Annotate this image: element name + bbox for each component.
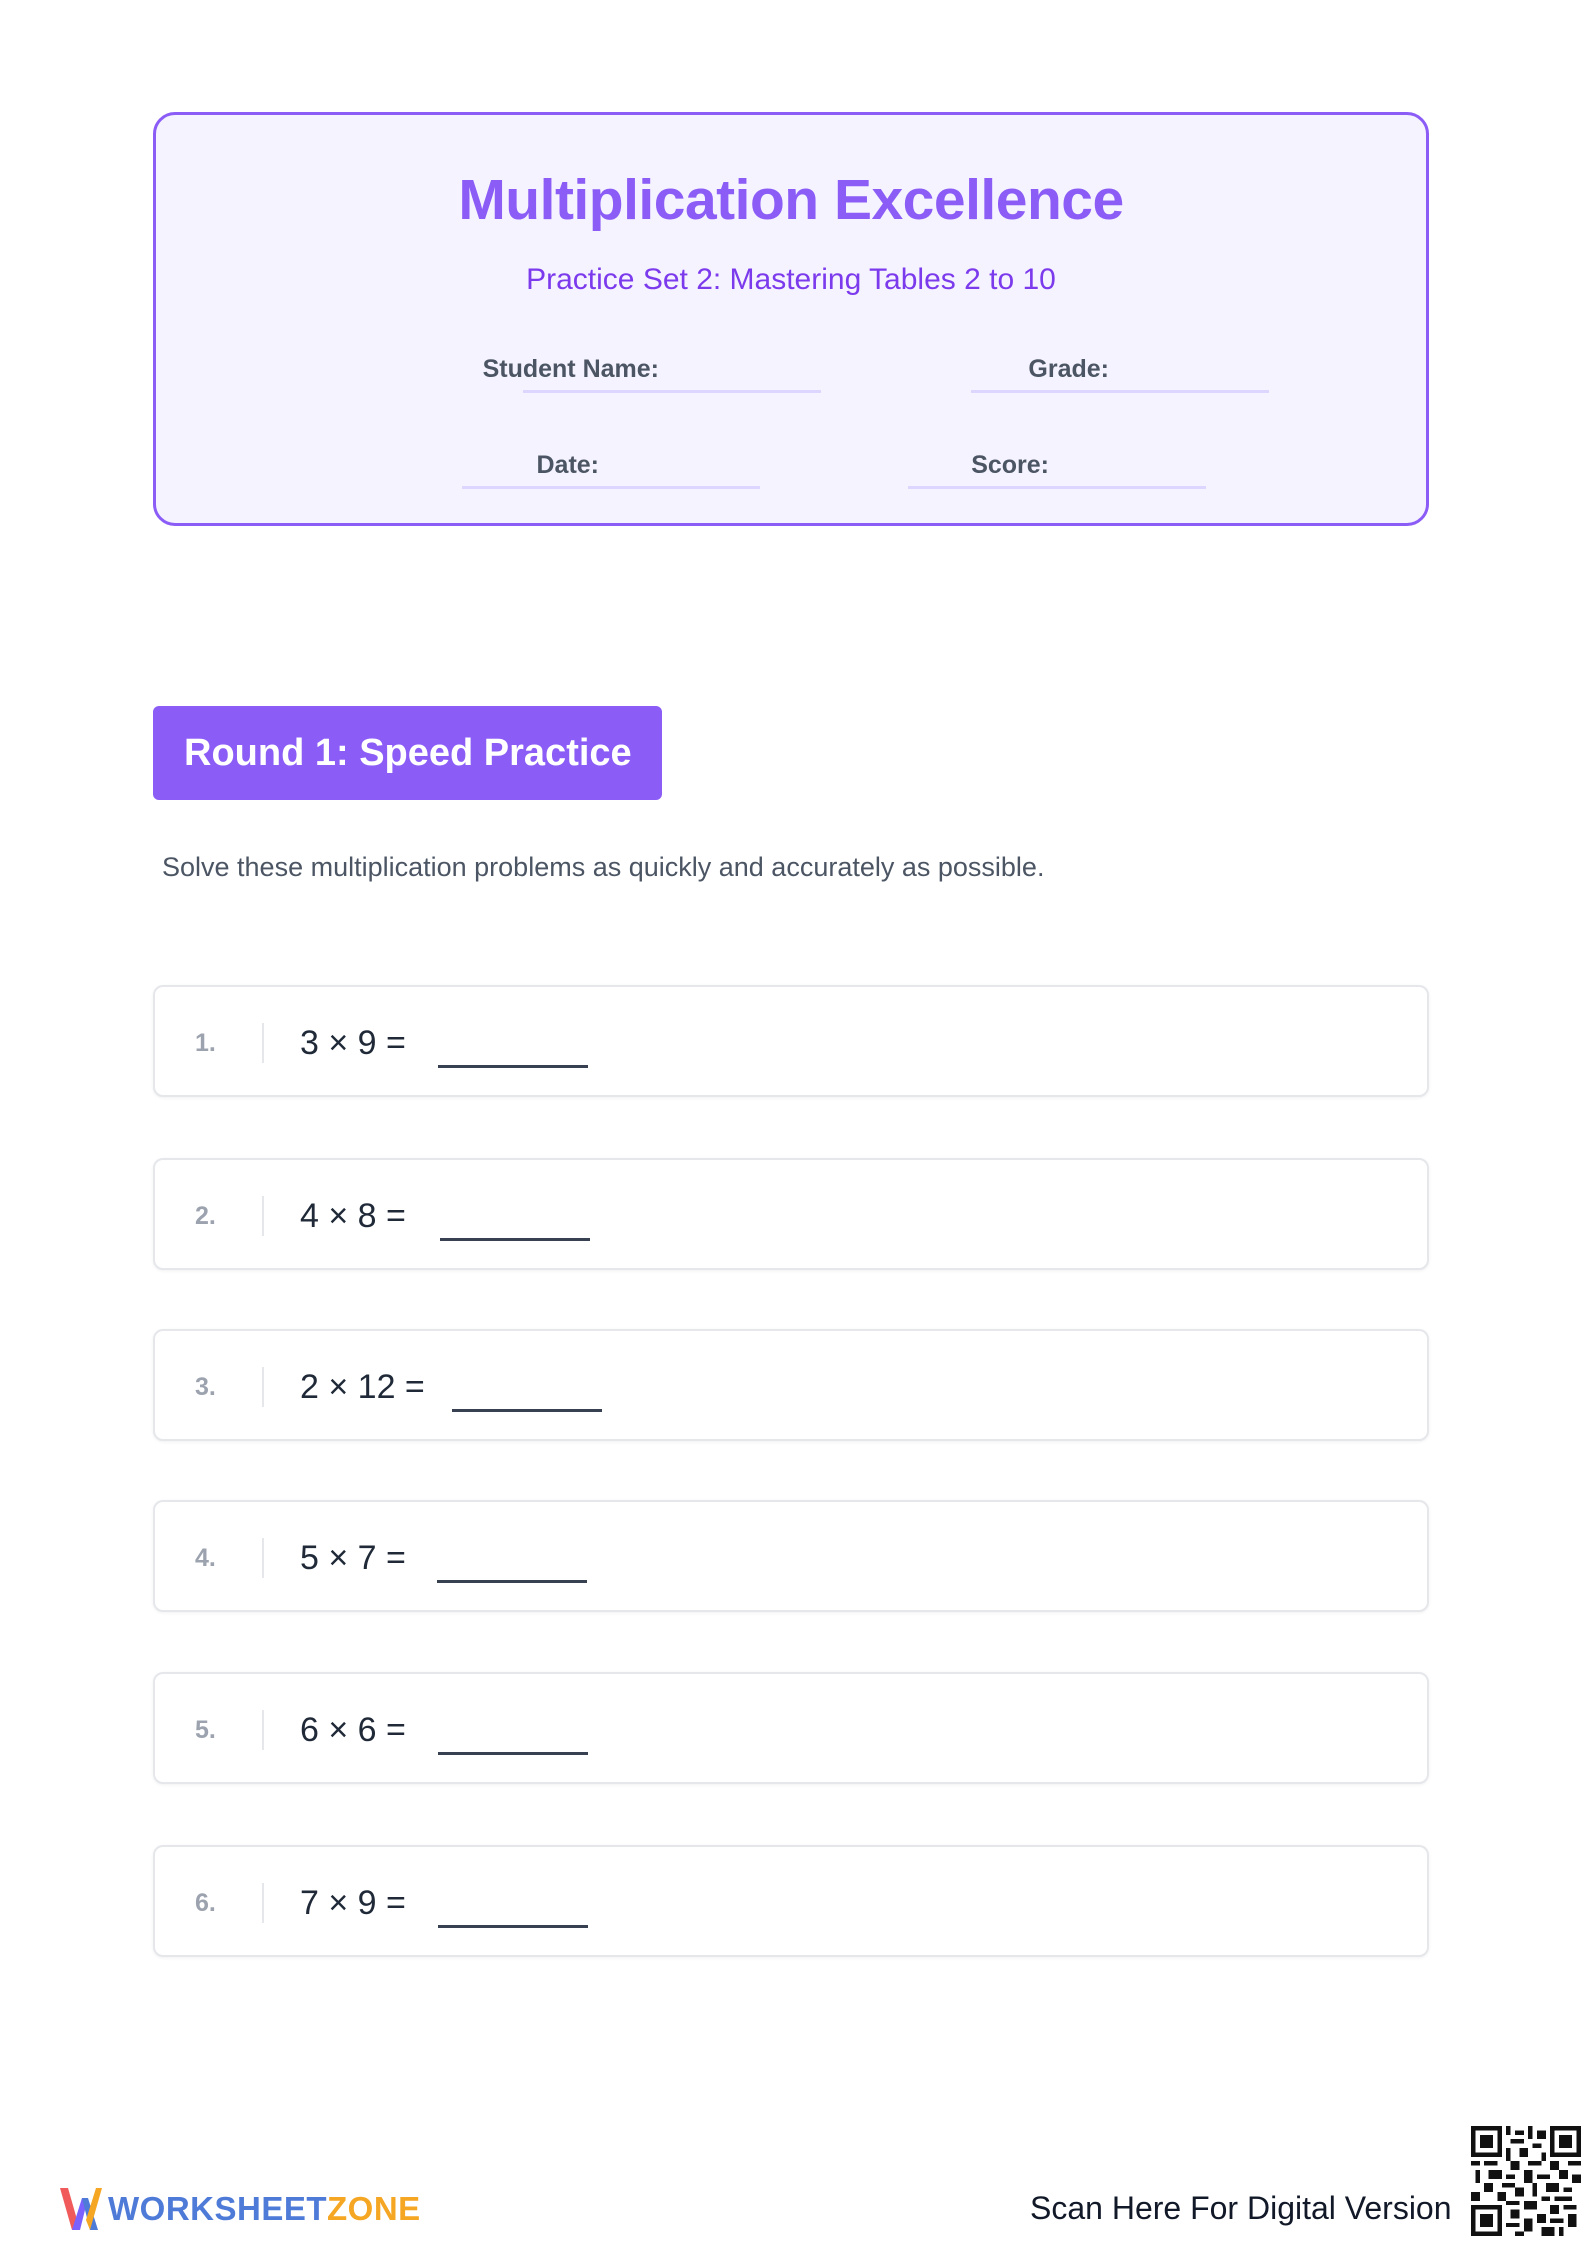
problem-row [153, 1500, 1429, 1612]
student-name-label: Student Name: [482, 355, 659, 383]
student-name-field[interactable] [523, 390, 821, 393]
scan-instruction: Scan Here For Digital Version [1030, 2190, 1452, 2226]
problem-row [153, 1672, 1429, 1784]
answer-blank[interactable] [438, 1065, 588, 1068]
score-field[interactable] [908, 486, 1206, 489]
grade-label: Grade: [1028, 355, 1109, 383]
problem-row [153, 1158, 1429, 1270]
divider [262, 1196, 264, 1236]
divider [262, 1710, 264, 1750]
answer-blank[interactable] [437, 1580, 587, 1583]
brand-name-part1: WORKSHEET [108, 2190, 327, 2227]
answer-blank[interactable] [438, 1752, 588, 1755]
answer-blank[interactable] [438, 1925, 588, 1928]
page-subtitle: Practice Set 2: Mastering Tables 2 to 10 [526, 263, 1056, 296]
qr-code-icon[interactable] [1471, 2126, 1581, 2236]
problem-expression: 6 × 6 = [300, 1711, 406, 1749]
divider [262, 1883, 264, 1923]
grade-field[interactable] [971, 390, 1269, 393]
problem-expression: 5 × 7 = [300, 1539, 406, 1577]
problem-expression: 7 × 9 = [300, 1884, 406, 1922]
problem-expression: 3 × 9 = [300, 1024, 406, 1062]
brand-name-part2: ZONE [327, 2190, 421, 2227]
score-label: Score: [971, 451, 1049, 479]
divider [262, 1023, 264, 1063]
divider [262, 1367, 264, 1407]
problem-number: 2. [195, 1202, 216, 1230]
worksheet-header [153, 112, 1429, 526]
divider [262, 1538, 264, 1578]
answer-blank[interactable] [440, 1238, 590, 1241]
worksheetzone-logo-icon [58, 2180, 104, 2234]
problem-number: 5. [195, 1716, 216, 1744]
problem-expression: 4 × 8 = [300, 1197, 406, 1235]
date-field[interactable] [462, 486, 760, 489]
problem-number: 3. [195, 1373, 216, 1401]
date-label: Date: [536, 451, 599, 479]
problem-expression: 2 × 12 = [300, 1368, 425, 1406]
problem-row [153, 985, 1429, 1097]
problem-row [153, 1845, 1429, 1957]
problem-number: 1. [195, 1029, 216, 1057]
round-instructions: Solve these multiplication problems as quickly and accurately as possible. [162, 852, 1045, 882]
problem-number: 6. [195, 1889, 216, 1917]
brand-name [108, 2190, 421, 2228]
answer-blank[interactable] [452, 1409, 602, 1412]
problem-row [153, 1329, 1429, 1441]
page-title: Multiplication Excellence [458, 168, 1124, 232]
round-title: Round 1: Speed Practice [153, 706, 662, 800]
problem-number: 4. [195, 1544, 216, 1572]
